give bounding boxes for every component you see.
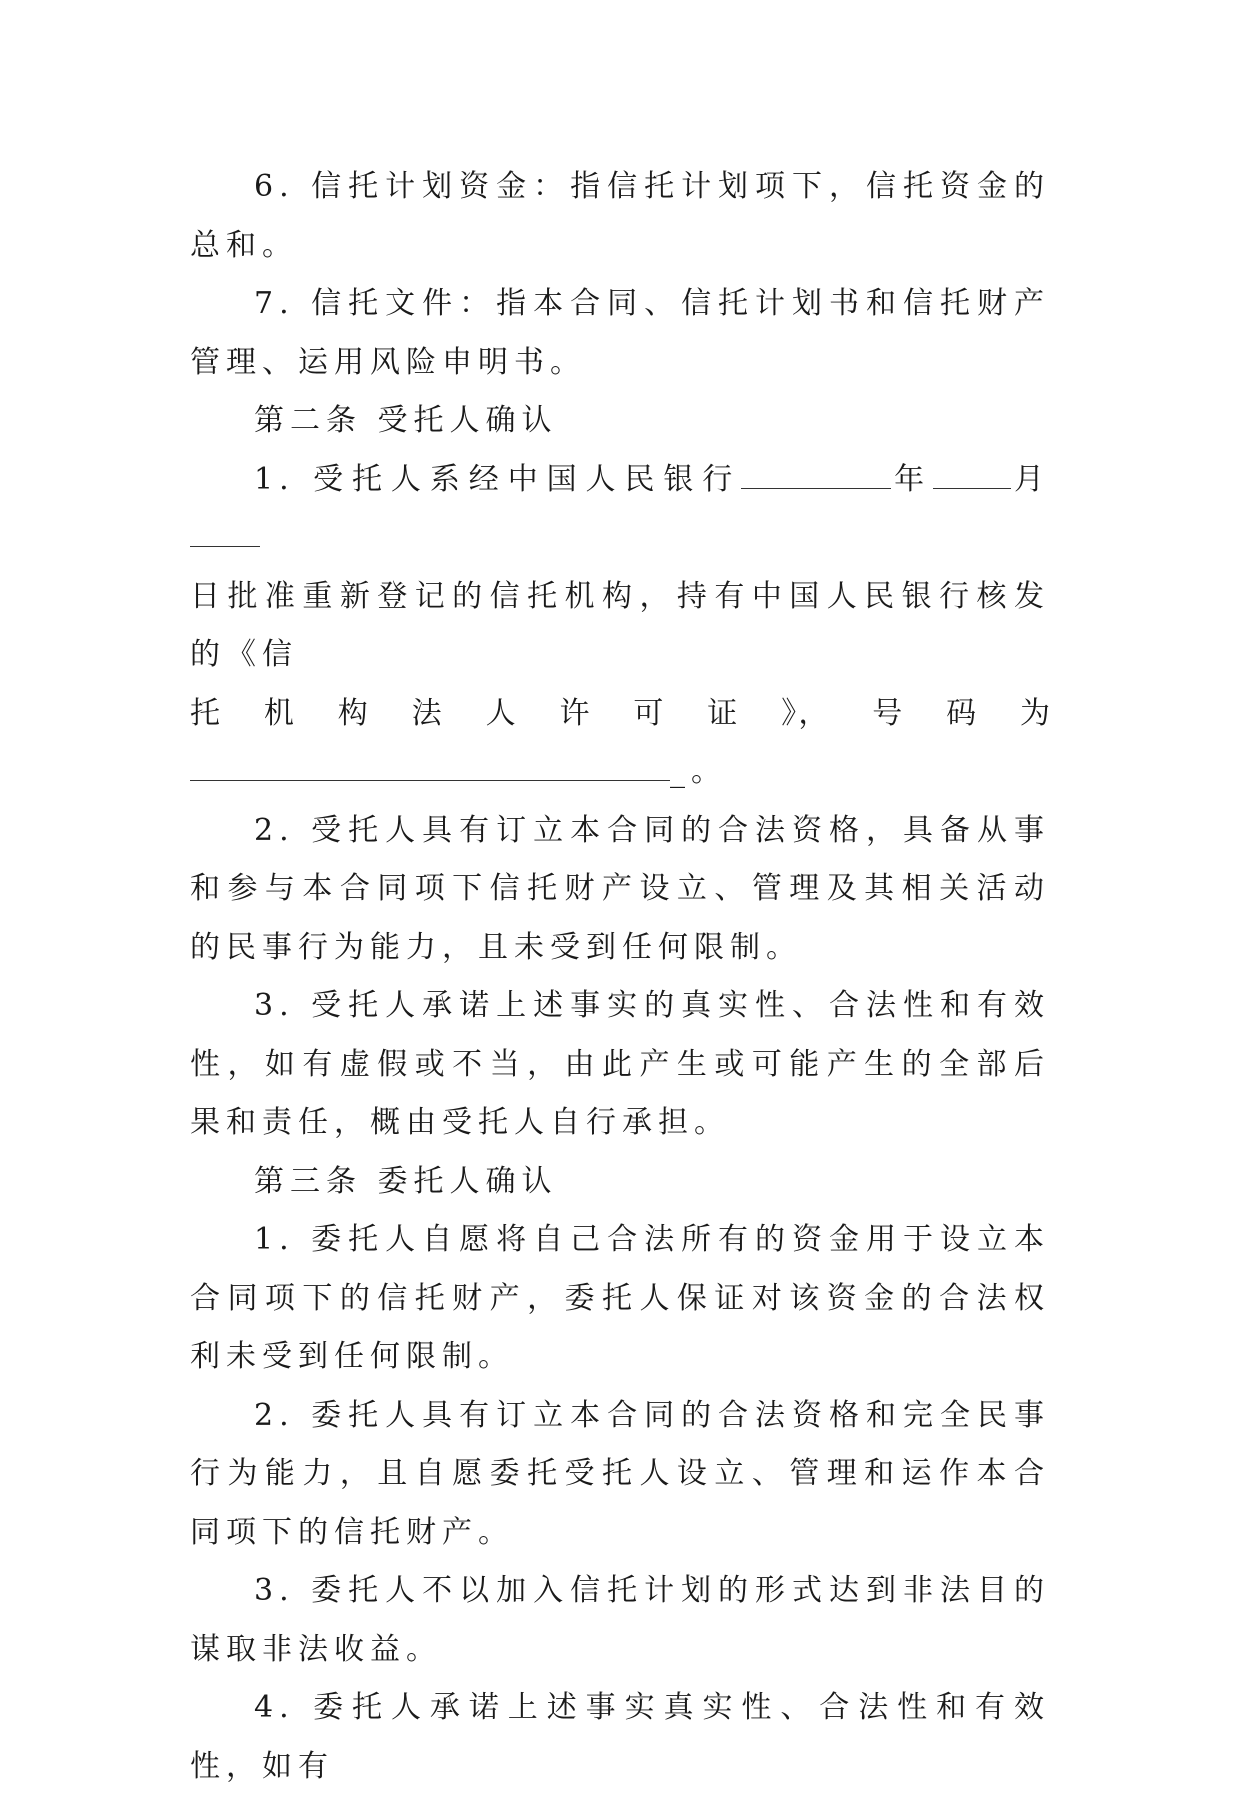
article-3-item-1: 1. 委托人自愿将自己合法所有的资金用于设立本合同项下的信托财产，委托人保证对该资金的合法权利未受到任何限制。 [190,1222,1050,1374]
article-2-item-1-prefix: 1. 受托人系经中国人民银行 [254,461,742,497]
article-2-item-2: 2. 受托人具有订立本合同的合法资格，具备从事和参与本合同项下信托财产设立、管理及其相关活动的民事行为能力，且未受到任何限制。 [190,812,1050,965]
blank-field-date-month [933,458,1011,489]
article-3-item-2: 2. 委托人具有订立本合同的合法资格和完全民事行为能力，且自愿委托受托人设立、管理和运作本合同项下的信托财产。 [190,1397,1050,1550]
article-2-heading: 第二条 受托人确认 [254,403,558,438]
document-body [190,158,1050,1796]
clause-7-trust-documents: 7. 信托文件：指本合同、信托计划书和信托财产管理、运用风险申明书。 [190,286,1050,380]
article-3-heading: 第三条 委托人确认 [254,1163,558,1199]
blank-field-date-day [190,516,260,547]
article-3-item-4: 4. 委托人承诺上述事实真实性、合法性和有效性，如有 [190,1690,1050,1784]
article-2-item-1 [190,451,1050,568]
blank-field-license-number [190,750,670,781]
article-2-item-1-end: _。 [670,754,727,789]
article-2-item-1-year: 年 [891,461,934,497]
article-2-item-1-line-3: 托 机 构 法 人 许 可 证 》， 号 码 为 [190,695,1050,731]
article-2-item-1-month: 月 [1011,461,1050,497]
article-2-item-3: 3. 受托人承诺上述事实的真实性、合法性和有效性，如有虚假或不当，由此产生或可能产生的全部后果和责任，概由受托人自行承担。 [190,988,1050,1140]
blank-field-date-year [741,458,891,489]
article-2-item-1-line-2: 日批准重新登记的信托机构，持有中国人民银行核发的《信 [190,578,1050,672]
article-3-item-3: 3. 委托人不以加入信托计划的形式达到非法目的谋取非法收益。 [190,1573,1050,1667]
clause-6-trust-plan-funds: 6. 信托计划资金：指信托计划项下，信托资金的总和。 [190,169,1050,263]
article-2-item-1-line-4 [190,743,1050,802]
